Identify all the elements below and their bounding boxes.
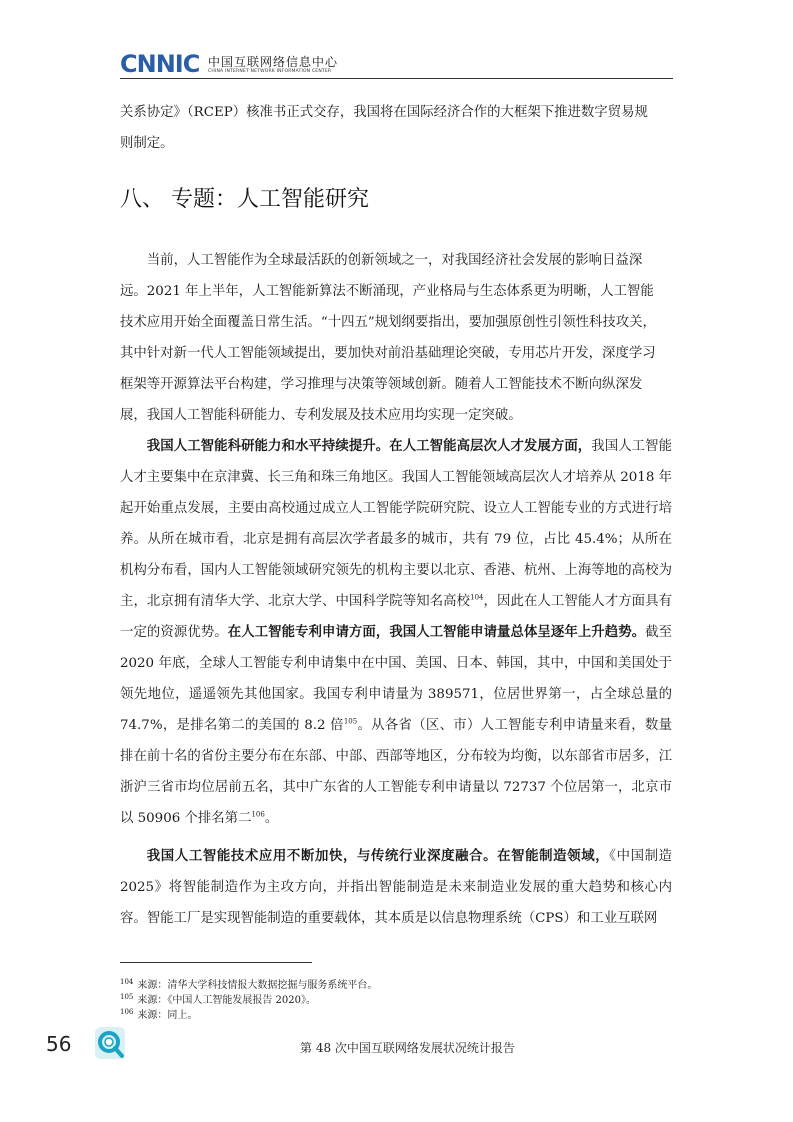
footnote-text: 来源：《中国人工智能发展报告 2020》。 <box>137 995 317 1006</box>
p3-lead-bold: 我国人工智能技术应用不断加快，与传统行业深度融合。在智能制造领域， <box>146 848 610 864</box>
org-name-cn: 中国互联网络信息中心 <box>208 55 339 69</box>
p1-line-1: 当前，人工智能作为全球最活跃的创新领域之一，对我国经济社会发展的影响日益深 <box>146 253 643 268</box>
paragraph-1 <box>120 245 672 431</box>
p2-patent-bold: 在人工智能专利申请方面，我国人工智能申请量总体呈逐年上升趋势。 <box>227 624 646 640</box>
footnote-ref-105[interactable]: 105 <box>343 717 358 726</box>
intro-line-2: 则制定。 <box>120 136 174 151</box>
p2-text-5: 。 <box>264 811 279 826</box>
org-name-en: CHINA INTERNET NETWORK INFORMATION CENTER <box>208 69 332 74</box>
p2-text-2: ，因此在人工智能人才方面具有一定的资源优势。 <box>120 594 673 640</box>
footnote-number: 104 <box>120 977 134 986</box>
p1-line-5: 框架等开源算法平台构建，学习推理与决策等领域创新。随着人工智能技术不断向纵深发 <box>120 377 643 392</box>
footnote-text: 来源：清华大学科技情报大数据挖掘与服务系统平台。 <box>137 980 378 991</box>
p1-line-3: 技术应用开始全面覆盖日常生活。“十四五”规划纲要指出，要加强原创性引领性科技攻关， <box>120 315 656 330</box>
p2-text-4: 。从各省（区、市）人工智能专利申请量来看，数量排在前十名的省份主要分布在东部、中部、西部等地区，分布较为均衡，以东部省市居多，江浙沪三省市均位居前五名，其中广东省的人工智能专利申请量以 72737 个位居第一，北京市以 50906 个排名第二 <box>120 718 672 826</box>
footnote-divider <box>120 962 312 963</box>
p1-line-6: 展，我国人工智能科研能力、专利发展及技术应用均实现一定突破。 <box>120 408 522 423</box>
footnote-105 <box>120 993 377 1008</box>
magnifier-logo-icon <box>94 1026 126 1060</box>
paragraph-2 <box>120 431 672 834</box>
page-number: 56 <box>46 1032 72 1056</box>
footnotes <box>120 978 377 1023</box>
p1-line-4: 其中针对新一代人工智能领域提出，要加快对前沿基础理论突破，专用芯片开发，深度学习 <box>120 346 656 361</box>
footnote-104 <box>120 978 377 993</box>
footnote-text: 来源：同上。 <box>137 1010 198 1021</box>
paragraph-3 <box>120 841 672 934</box>
p1-line-2: 远。2021 年上半年，人工智能新算法不断涌现，产业格局与生态体系更为明晰，人工智能 <box>120 284 654 299</box>
cnnic-logo: CNNIC <box>120 50 200 78</box>
intro-line-1: 关系协定》（RCEP）核准书正式交存，我国将在国际经济合作的大框架下推进数字贸易规 <box>120 105 648 120</box>
footnote-number: 105 <box>120 992 134 1001</box>
footnote-ref-104[interactable]: 104 <box>470 593 484 602</box>
p2-lead-bold: 我国人工智能科研能力和水平持续提升。在人工智能高层次人才发展方面， <box>146 438 592 454</box>
p2-text-1: 我国人工智能人才主要集中在京津冀、长三角和珠三角地区。我国人工智能领域高层次人才培养从 2018 年起开始重点发展，主要由高校通过成立人工智能学院研究院、设立人工智能专业的方式进行培养。从所在城市看，北京是拥有高层次学者最多的城市，共有 79 位，占比 45.4%；从所在机构分布看，国内人工智能领域研究领先的机构主要以北京、香港、杭州、上海等地的高校为主，北京拥有清华大学、北京大学、中国科学院等知名高校 <box>120 439 672 609</box>
footer-report-title: 第 48 次中国互联网络发展状况统计报告 <box>300 1041 515 1055</box>
section-title: 八、 专题：人工智能研究 <box>120 187 369 212</box>
p2-text-3: 截至 2020 年底，全球人工智能专利申请集中在中国、美国、日本、韩国，其中，中国和美国处于领先地位，遥遥领先其他国家。我国专利申请量为 389571，位居世界第一，占全球总量的 74.7%，是排名第二的美国的 8.2 倍 <box>120 625 673 733</box>
intro-paragraph <box>120 97 672 159</box>
p3-text-1: 《中国制造 2025》将智能制造作为主攻方向，并指出智能制造是未来制造业发展的重大趋势和核心内容。智能工厂是实现智能制造的重要载体，其本质是以信息物理系统（CPS）和工业互联网 <box>120 849 672 926</box>
page-header <box>120 50 673 78</box>
footnote-106 <box>120 1008 377 1023</box>
footnote-ref-106[interactable]: 106 <box>251 810 265 819</box>
footnote-number: 106 <box>120 1007 134 1016</box>
header-divider <box>120 78 673 79</box>
